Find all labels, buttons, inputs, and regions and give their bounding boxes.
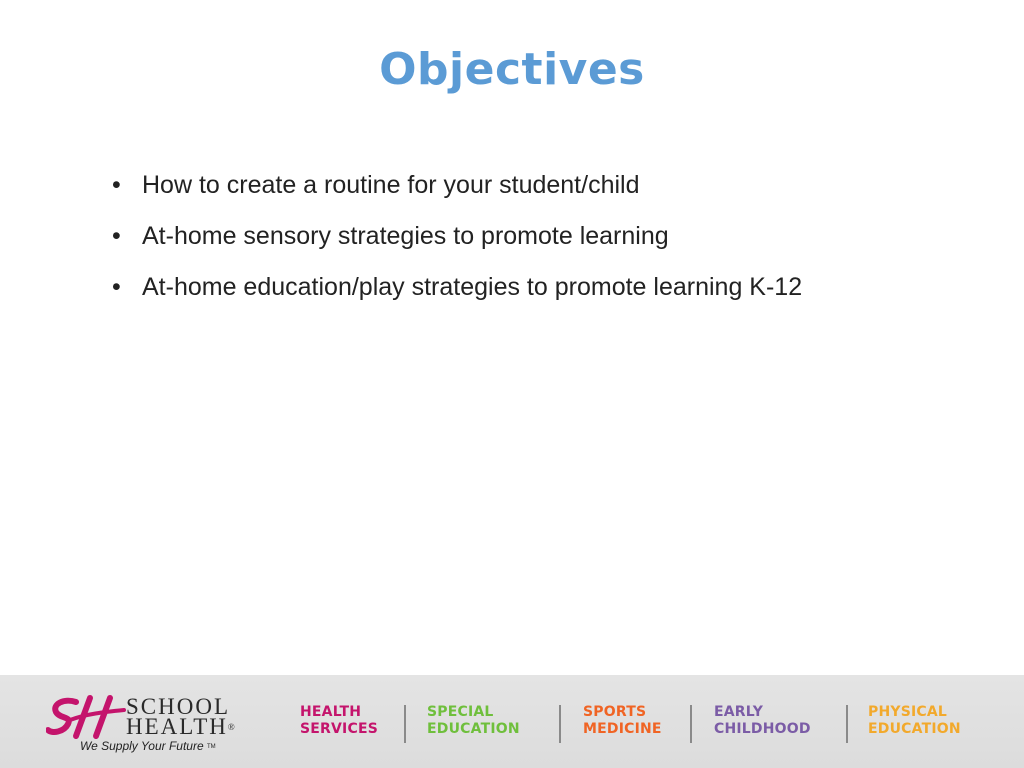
category-health-services: HEALTH SERVICES <box>300 704 378 737</box>
bullet-text: At-home sensory strategies to promote learning <box>142 222 669 250</box>
bullet-icon: • <box>112 171 121 199</box>
logo-tagline: We Supply Your Future TM <box>80 739 216 753</box>
list-item <box>110 166 970 217</box>
objectives-list <box>110 166 970 319</box>
trademark-mark: TM <box>206 743 216 750</box>
bullet-icon: • <box>112 273 121 301</box>
logo-school-text: SCHOOL <box>126 694 231 719</box>
bullet-text: How to create a routine for your student/child <box>142 171 640 199</box>
category-divider <box>404 705 406 743</box>
list-item <box>110 217 970 268</box>
logo-health-text: HEALTH® <box>126 714 235 739</box>
registered-mark: ® <box>227 722 235 732</box>
list-item <box>110 268 970 319</box>
bullet-text: At-home education/play strategies to promote learning K-12 <box>142 273 803 301</box>
footer-banner <box>0 675 1024 768</box>
category-sports-medicine: SPORTS MEDICINE <box>583 704 662 737</box>
category-early-childhood: EARLY CHILDHOOD <box>714 704 811 737</box>
category-divider <box>690 705 692 743</box>
category-special-education: SPECIAL EDUCATION <box>427 704 520 737</box>
bullet-icon: • <box>112 222 121 250</box>
school-health-logo <box>46 690 246 758</box>
slide-title: Objectives <box>379 44 645 95</box>
category-divider <box>559 705 561 743</box>
sh-monogram-icon <box>46 694 126 740</box>
category-physical-education: PHYSICAL EDUCATION <box>868 704 961 737</box>
category-divider <box>846 705 848 743</box>
